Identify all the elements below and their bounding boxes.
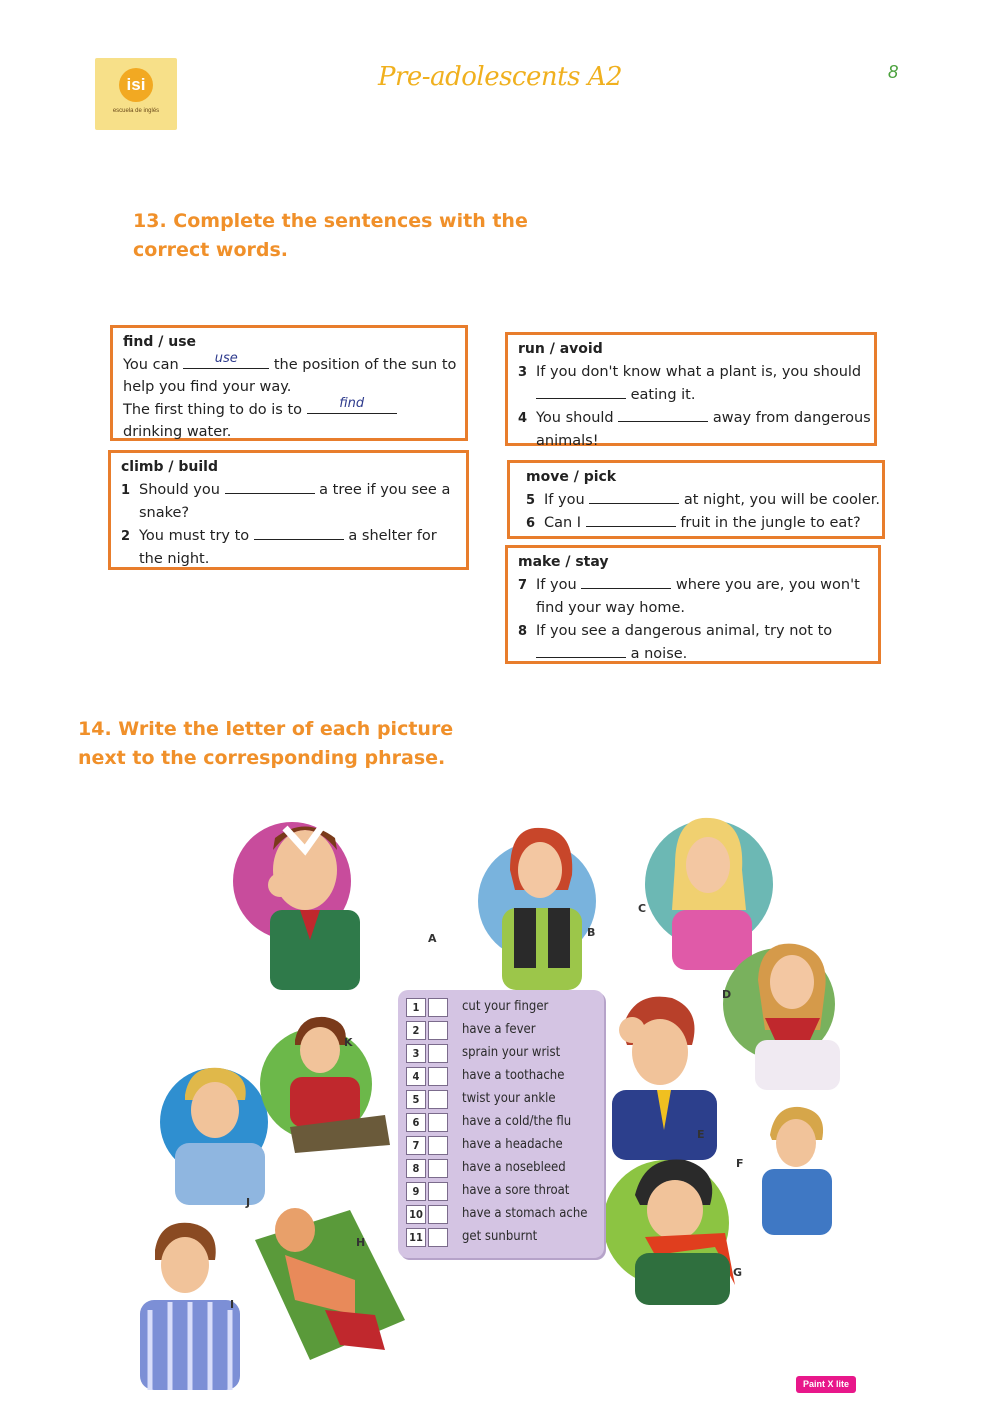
move-pick-box — [507, 460, 885, 539]
sentence-number: 5 — [526, 492, 536, 508]
sentence-continuation: snake? — [139, 505, 190, 521]
box-header: find / use — [123, 334, 197, 350]
sentence — [123, 350, 457, 377]
phrase-text: cut your finger — [462, 999, 549, 1014]
phrase-row — [406, 1067, 602, 1087]
answer-blank[interactable] — [307, 395, 397, 414]
sentence-3 — [518, 361, 866, 385]
answer-box[interactable] — [428, 1159, 448, 1178]
phrase-text: have a headache — [462, 1137, 563, 1152]
phrase-number: 10 — [406, 1205, 426, 1224]
text: where you are, you won't — [675, 576, 860, 593]
picture-letter: D — [722, 988, 732, 1001]
heading-line: 13. Complete the sentences with the — [133, 210, 528, 232]
text: Can I — [544, 515, 582, 531]
picture-letter: I — [230, 1298, 235, 1311]
phrase-row — [406, 1021, 602, 1041]
logo-tagline: escuela de inglés — [112, 108, 160, 114]
box-header: make / stay — [518, 554, 609, 570]
phrase-text: have a nosebleed — [462, 1160, 566, 1175]
make-stay-box — [505, 545, 881, 664]
answer-box[interactable] — [428, 1044, 448, 1063]
phrase-row — [406, 1228, 602, 1248]
sentence-8 — [518, 620, 870, 644]
picture-k-twisted-ankle — [275, 1015, 395, 1155]
sentence-number: 2 — [121, 528, 131, 544]
sentence: drinking water. — [123, 424, 232, 440]
illustration-scene — [100, 800, 900, 1390]
phrase-number: 11 — [406, 1228, 426, 1247]
phrase-row — [406, 1205, 602, 1225]
sentence-continuation: the night. — [139, 551, 210, 567]
picture-letter: J — [246, 1196, 251, 1209]
answer-box[interactable] — [428, 1021, 448, 1040]
school-logo — [95, 58, 177, 130]
phrase-text: have a fever — [462, 1022, 536, 1037]
phrase-number: 7 — [406, 1136, 426, 1155]
box-header: move / pick — [526, 469, 617, 485]
phrase-text: have a cold/the flu — [462, 1114, 572, 1129]
picture-d-sore-throat — [740, 940, 840, 1090]
exercise-13-heading — [133, 207, 553, 265]
phrase-number: 2 — [406, 1021, 426, 1040]
picture-letter: K — [344, 1036, 353, 1049]
text: If you — [544, 491, 585, 508]
answer-blank[interactable] — [536, 384, 626, 399]
phrase-number: 8 — [406, 1159, 426, 1178]
phrase-number: 3 — [406, 1044, 426, 1063]
page-number: 8 — [888, 62, 899, 82]
box-header: run / avoid — [518, 341, 603, 357]
exercise-14-heading — [78, 715, 498, 773]
phrase-list-card — [398, 990, 604, 1258]
answer-blank[interactable] — [254, 525, 344, 540]
answer-box[interactable] — [428, 1228, 448, 1247]
run-avoid-box — [505, 332, 877, 449]
heading-line: next to the corresponding phrase. — [78, 747, 446, 769]
phrase-number: 4 — [406, 1067, 426, 1086]
box-header: climb / build — [121, 459, 218, 475]
picture-letter: A — [428, 932, 437, 945]
sentence-6 — [520, 512, 874, 536]
phrase-text: sprain your wrist — [462, 1045, 561, 1060]
phrase-text: have a stomach ache — [462, 1206, 588, 1221]
find-use-box — [110, 325, 468, 441]
text: If you — [536, 576, 577, 593]
paint-x-lite-badge: Paint X lite — [796, 1376, 856, 1393]
phrase-text: have a toothache — [462, 1068, 565, 1083]
sentence-number: 4 — [518, 410, 528, 426]
sentence-5 — [520, 489, 880, 513]
sentence: help you find your way. — [123, 379, 292, 395]
phrase-text: twist your ankle — [462, 1091, 556, 1106]
text: the position of the sun to — [273, 356, 457, 373]
text: You should — [536, 409, 614, 426]
phrase-row — [406, 1090, 602, 1110]
phrase-row — [406, 1136, 602, 1156]
sentence-number: 1 — [121, 482, 131, 498]
sentence-4 — [518, 407, 871, 431]
answer-box[interactable] — [428, 1205, 448, 1224]
sentence-continuation: animals! — [536, 433, 599, 449]
text: The first thing to do is to — [123, 401, 303, 418]
picture-b-cut-finger — [480, 820, 610, 990]
picture-e-headache — [592, 990, 732, 1160]
picture-letter: G — [733, 1266, 743, 1279]
text: a shelter for — [348, 527, 437, 544]
picture-a-toothache — [245, 810, 375, 990]
answer-box[interactable] — [428, 1113, 448, 1132]
answer-text: use — [214, 350, 238, 366]
picture-letter: E — [697, 1128, 705, 1141]
answer-text: find — [339, 395, 365, 411]
answer-box[interactable] — [428, 1182, 448, 1201]
answer-box[interactable] — [428, 998, 448, 1017]
answer-blank[interactable] — [589, 489, 679, 504]
phrase-row — [406, 1182, 602, 1202]
picture-f-stomach-ache — [750, 1105, 840, 1235]
text: a tree if you see a — [319, 481, 451, 498]
text: Should you — [139, 481, 220, 498]
picture-letter: H — [356, 1236, 366, 1249]
text: away from dangerous — [712, 409, 871, 426]
picture-letter: F — [736, 1157, 744, 1170]
answer-blank[interactable] — [586, 512, 676, 527]
sentence-continuation — [518, 643, 870, 666]
text: eating it. — [630, 387, 696, 403]
sentence-2 — [121, 525, 458, 549]
sentence-7 — [518, 574, 870, 598]
sentence-number: 6 — [526, 516, 536, 531]
phrase-row — [406, 1044, 602, 1064]
picture-letter: B — [587, 926, 596, 939]
answer-box[interactable] — [428, 1136, 448, 1155]
phrase-row — [406, 1159, 602, 1179]
heading-line: correct words. — [133, 239, 289, 261]
phrase-row — [406, 1113, 602, 1133]
phrase-text: have a sore throat — [462, 1183, 570, 1198]
phrase-number: 1 — [406, 998, 426, 1017]
phrase-number: 5 — [406, 1090, 426, 1109]
text: at night, you will be cooler. — [683, 491, 880, 508]
picture-h-sunburn — [255, 1200, 405, 1360]
sentence-number: 8 — [518, 623, 528, 639]
text: a noise. — [630, 646, 688, 662]
answer-blank[interactable] — [183, 350, 269, 369]
phrase-row — [406, 998, 602, 1018]
picture-g-cold — [615, 1155, 745, 1305]
text: If you see a dangerous animal, try not to — [536, 622, 833, 639]
phrase-number: 9 — [406, 1182, 426, 1201]
logo-mark: isi — [119, 68, 153, 102]
answer-box[interactable] — [428, 1067, 448, 1086]
sentence-number: 3 — [518, 364, 528, 380]
heading-line: 14. Write the letter of each picture — [78, 718, 454, 740]
text: You must try to — [139, 527, 250, 544]
page-title: Pre-adolescents A2 — [377, 62, 622, 92]
phrase-text: get sunburnt — [462, 1229, 538, 1244]
sentence-continuation: find your way home. — [536, 600, 686, 616]
phrase-number: 6 — [406, 1113, 426, 1132]
answer-box[interactable] — [428, 1090, 448, 1109]
text: You can — [123, 356, 179, 373]
text: fruit in the jungle to eat? — [680, 515, 861, 531]
picture-letter: C — [638, 902, 647, 915]
sentence-number: 7 — [518, 577, 528, 593]
sentence — [123, 395, 457, 422]
text: If you don't know what a plant is, you should — [536, 363, 862, 380]
sentence-continuation — [518, 384, 866, 407]
sentence-1 — [121, 479, 458, 503]
answer-blank[interactable] — [618, 407, 708, 422]
climb-build-box — [108, 450, 469, 570]
answer-blank[interactable] — [581, 574, 671, 589]
answer-blank[interactable] — [536, 643, 626, 658]
answer-blank[interactable] — [225, 479, 315, 494]
